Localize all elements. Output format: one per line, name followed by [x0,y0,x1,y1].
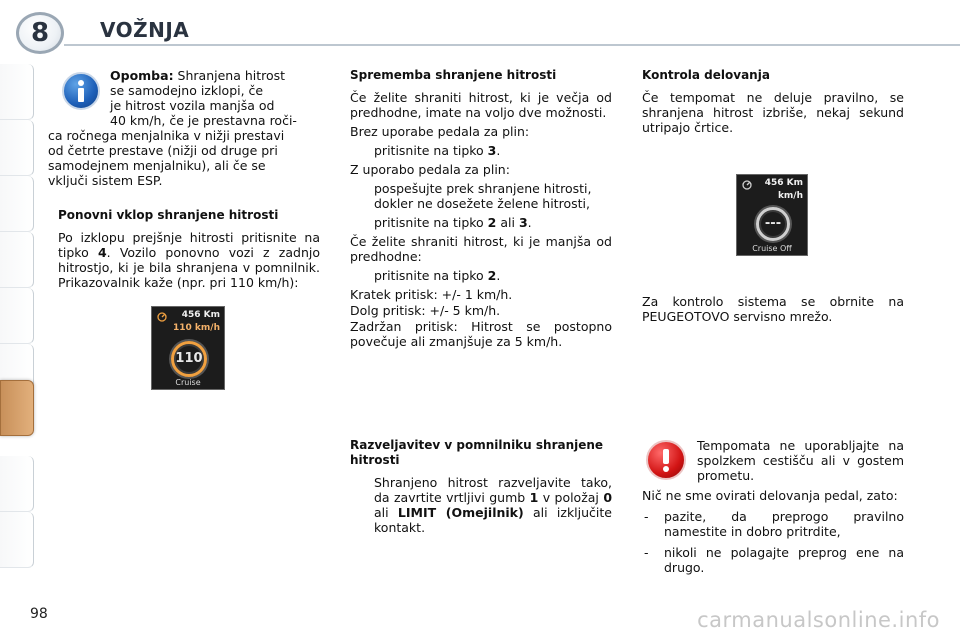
chapter-number: 8 [30,18,50,48]
pedal-section: Nič ne sme ovirati delovanja pedal, zato: - pazite, da preprogo pravilno namestite in dobro pritrdite, - nikoli ne polagajte preprog ene na drugo. [642,488,904,575]
dash-item: - pazite, da preprogo pravilno namestite in dobro pritrdite, [644,509,904,539]
odometer-readout: 456 Km [181,310,220,320]
chapter-tab-5[interactable] [0,288,34,344]
header-divider [64,44,960,46]
cruise-control-icon [156,312,168,322]
note-block: Opomba: Shranjena hitrost se samodejno izklopi, če je hitrost vozila manjša od 40 km/h, če je prestavna roči- ca ročnega menjalnika v nižji prestavi od četrte prestave (nižji od druge pri samodejnem menjalniku), ali če se vključi sistem ESP. [48,68,320,188]
display-label: Cruise [175,378,201,387]
set-speed-readout: km/h [777,191,803,201]
display-label: Cruise Off [752,244,792,253]
watermark: carmanualsonline.info [697,608,940,632]
dash-item: - nikoli ne polagajte preprog ene na drugo. [644,545,904,575]
cancel-heading: Razveljavitev v pomnilniku shranjene hitrosti [350,438,604,467]
cruise-control-icon [741,180,753,190]
reactivate-text: Po izklopu prejšnje hitrosti pritisnite na tipko 4. Vozilo ponovno vozi z zadnjo hitrostjo, ki je bila shranjena v pomnilnik. Prikazovalnik kaže (npr. pri 110 km/h): [58,230,320,290]
bullet-item: Shranjeno hitrost razveljavite tako, da zavrtite vrtljivi gumb 1 v položaj 0 ali LIMIT (Omejilnik) ali izključite kontakt. [374,475,613,535]
chapter-tab-8-active[interactable] [0,380,34,436]
change-section: Sprememba shranjene hitrosti Če želite shraniti hitrost, ki je večja od predhodne, imate na voljo dve možnosti. Brez uporabe pedala za plin: pritisnite na tipko 3. Z uporabo pedala za plin: pospešujte prek shranjene hitrosti, dokler ne dosežete želene hitrosti, pritisnite na tipko 2 ali 3. Če želite shraniti hitrost, ki je manjša od predhodne: pritisnite na tipko 2. Kratek pritisk: +/- 1 km/h. Dolg pritisk: +/- 5 km/h. Zadržan pritisk: Hitrost se postopno povečuje ali zmanjšuje za 5 km/h. [350,68,612,349]
bullet-item: pospešujte prek shranjene hitrosti, dokler ne dosežete želene hitrosti, [374,181,592,211]
chapter-title: VOŽNJA [100,18,190,42]
control-heading: Kontrola delovanja [642,68,770,82]
cancel-section [350,438,612,539]
control-section: Kontrola delovanja Če tempomat ne deluje pravilno, se shranjena hitrost izbriše, nekaj sekund utripajo črtice. [642,68,904,135]
bullet-item: pritisnite na tipko 2. [374,268,501,283]
dial-value: --- [764,216,782,231]
chapter-tab-1[interactable] [0,64,34,120]
reactivate-heading: Ponovni vklop shranjene hitrosti [58,208,279,222]
chapter-badge [16,12,64,54]
chapter-tabs [0,64,34,576]
note-label: Opomba: [110,68,174,83]
cruise-display-off [736,174,808,256]
warning-text-block [697,438,904,487]
chapter-tab-4[interactable] [0,232,34,288]
note-first-lines: Opomba: Shranjena hitrost se samodejno izklopi, če je hitrost vozila manjša od 40 km/h, če je prestavna roči- [110,68,297,128]
bullet-item: pritisnite na tipko 2 ali 3. [374,215,532,230]
reactivate-section [58,208,320,294]
chapter-tab-3[interactable] [0,176,34,232]
chapter-tab-10[interactable] [0,512,34,568]
bullet-item: pritisnite na tipko 3. [374,143,501,158]
set-speed-readout: 110 km/h [173,323,220,333]
chapter-tab-2[interactable] [0,120,34,176]
change-heading: Sprememba shranjene hitrosti [350,68,557,82]
cruise-display-110 [151,306,225,390]
odometer-readout: 456 Km [764,178,803,188]
chapter-tab-9[interactable] [0,456,34,512]
dial-value: 110 [175,351,203,366]
warning-icon [646,440,686,480]
warning-text: Tempomata ne uporabljajte na spolzkem cestišču ali v gostem prometu. [697,438,904,483]
service-note: Za kontrolo sistema se obrnite na PEUGEOTOVO servisno mrežo. [642,294,904,324]
page-number: 98 [30,606,48,622]
